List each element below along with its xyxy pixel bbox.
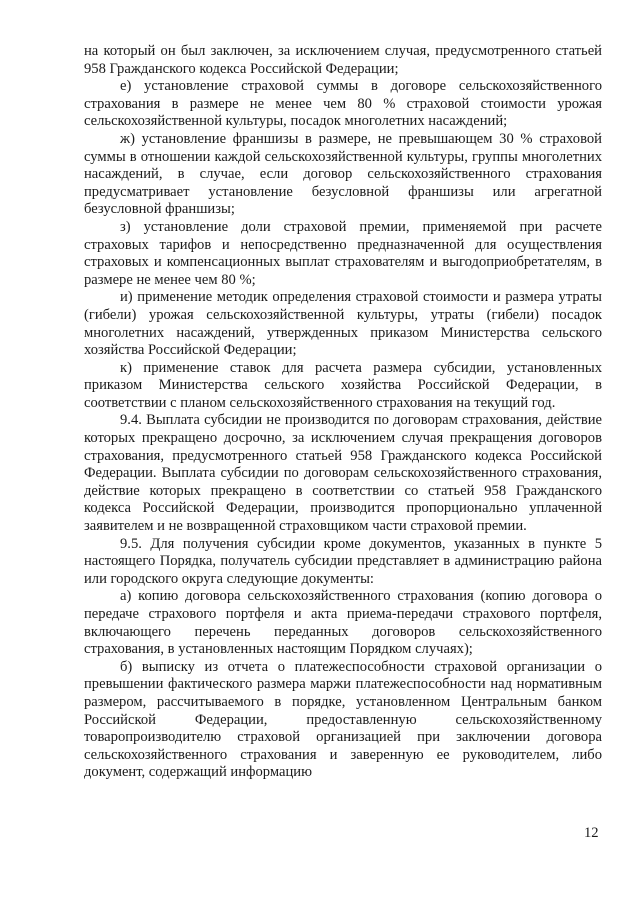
paragraph-continuation: на который он был заключен, за исключением случая, предусмотренного статьей 958 Гражданского кодекса Российской Федерации;: [84, 43, 602, 77]
paragraph-item-zh: ж) установление франшизы в размере, не превышающем 30 % страховой суммы в отношении каждой сельскохозяйственной культуры, группы многолетних насаждений, в случае, если договор сельскохозяйственного страхования предусматривает установление безусловной франшизы или агрегатной безусловной франшизы;: [84, 130, 602, 218]
paragraph-section-9-5: 9.5. Для получения субсидии кроме документов, указанных в пункте 5 настоящего Порядка, получатель субсидии представляет в администрацию района или городского округа следующие документы:: [84, 535, 602, 587]
paragraph-item-e: е) установление страховой суммы в договоре сельскохозяйственного страхования в размере не менее чем 80 % страховой стоимости урожая сельскохозяйственной культуры, посадок многолетних насаждений;: [84, 78, 602, 130]
paragraph-section-9-4: 9.4. Выплата субсидии не производится по договорам страхования, действие которых прекращено досрочно, за исключением случая прекращения договоров страхования, предусмотренного статьей 958 Гражданского кодекса Российской Федерации. Выплата субсидии по договорам сельскохозяйственного страхования, действие которых прекращено в соответствии со статьей 958 Гражданского кодекса Российской Федерации, производится пропорционально уплаченной заявителем и не возвращенной страховщиком части страховой премии.: [84, 412, 602, 535]
page-number: 12: [584, 825, 599, 841]
paragraph-item-k: к) применение ставок для расчета размера субсидии, установленных приказом Министерства сельского хозяйства Российской Федерации, в соответствии с планом сельскохозяйственного страхования на текущий год.: [84, 359, 602, 411]
paragraph-item-i: и) применение методик определения страховой стоимости и размера утраты (гибели) урожая сельскохозяйственной культуры, утраты (гибели) посадок многолетних насаждений, утвержденных приказом Министерства сельского хозяйства Российской Федерации;: [84, 289, 602, 359]
document-page: [84, 43, 602, 782]
paragraph-item-a: а) копию договора сельскохозяйственного страхования (копию договора о передаче страхового портфеля и акта приема-передачи страхового портфеля, включающего перечень переданных договоров сельскохозяйственного страхования, в установленных настоящим Порядком случаях);: [84, 588, 602, 658]
paragraph-item-b: б) выписку из отчета о платежеспособности страховой организации о превышении фактического размера маржи платежеспособности над нормативным размером, рассчитываемого в порядке, установленном Центральным банком Российской Федерации, предоставленную сельскохозяйственному товаропроизводителю страховой организацией при заключении договора сельскохозяйственного страхования и заверенную ее руководителем, либо документ, содержащий информацию: [84, 658, 602, 781]
paragraph-item-z: з) установление доли страховой премии, применяемой при расчете страховых тарифов и непосредственно предназначенной для осуществления страховых и компенсационных выплат страхователям и выгодоприобретателям, в размере не менее чем 80 %;: [84, 218, 602, 288]
